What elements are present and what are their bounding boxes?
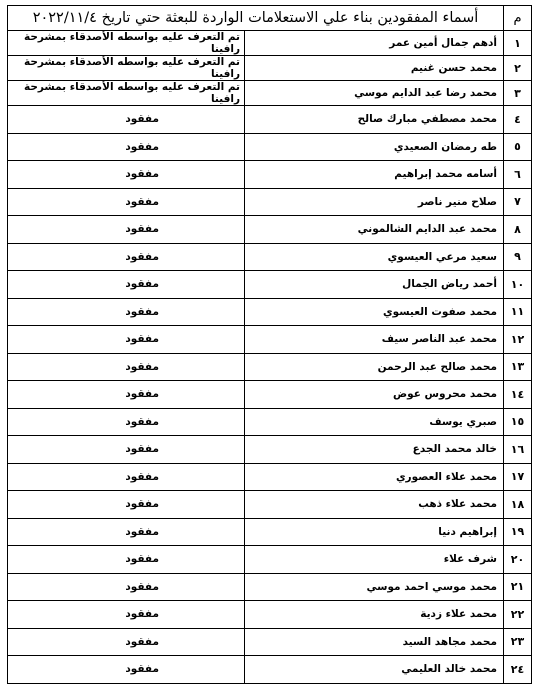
person-name: محمد صفوت العيسوي	[245, 298, 504, 326]
row-number: ١١	[504, 298, 532, 326]
person-name: محمد رضا عبد الدايم موسي	[245, 81, 504, 106]
person-name: محمد علاء زدية	[245, 601, 504, 629]
row-number: ٢	[504, 56, 532, 81]
table-row	[8, 408, 532, 436]
table-row	[8, 463, 532, 491]
row-number: ٨	[504, 216, 532, 244]
row-number: ٥	[504, 133, 532, 161]
table-body	[8, 31, 532, 684]
person-name: محمد عبد الدايم الشالموني	[245, 216, 504, 244]
table-row	[8, 326, 532, 354]
table-row	[8, 56, 532, 81]
row-number: ١٢	[504, 326, 532, 354]
person-name: أحمد رياض الجمال	[245, 271, 504, 299]
person-status: مفقود	[8, 216, 245, 244]
person-status: تم التعرف عليه بواسطه الأصدقاء بمشرحة رافينا	[8, 81, 245, 106]
person-name: محمد حسن غنيم	[245, 56, 504, 81]
row-number: ١٨	[504, 491, 532, 519]
table-row	[8, 601, 532, 629]
person-status: مفقود	[8, 518, 245, 546]
page-title: أسماء المفقودين بناء علي الاستعلامات الواردة للبعثة حتي تاريخ ٢٠٢٢/١١/٤	[8, 6, 504, 31]
table-row	[8, 656, 532, 684]
table-row	[8, 518, 532, 546]
table-row	[8, 31, 532, 56]
missing-persons-table	[7, 5, 532, 684]
row-number: ٣	[504, 81, 532, 106]
person-name: أدهم جمال أمين عمر	[245, 31, 504, 56]
row-number: ١٥	[504, 408, 532, 436]
row-number: ٤	[504, 106, 532, 134]
missing-persons-sheet	[7, 5, 531, 684]
row-number: ٢١	[504, 573, 532, 601]
table-row	[8, 573, 532, 601]
person-status: مفقود	[8, 436, 245, 464]
person-status: مفقود	[8, 573, 245, 601]
person-status: مفقود	[8, 133, 245, 161]
person-name: سعيد مرعي العيسوي	[245, 243, 504, 271]
table-row	[8, 298, 532, 326]
table-row	[8, 161, 532, 189]
row-number: ١٦	[504, 436, 532, 464]
person-name: خالد محمد الجدع	[245, 436, 504, 464]
person-status: مفقود	[8, 628, 245, 656]
person-status: مفقود	[8, 463, 245, 491]
row-number: ٢٤	[504, 656, 532, 684]
row-number: ١	[504, 31, 532, 56]
person-name: صبري يوسف	[245, 408, 504, 436]
row-number: ١٤	[504, 381, 532, 409]
person-name: محمد خالد العليمي	[245, 656, 504, 684]
person-status: مفقود	[8, 271, 245, 299]
person-status: مفقود	[8, 188, 245, 216]
person-name: أسامه محمد إبراهيم	[245, 161, 504, 189]
person-status: مفقود	[8, 353, 245, 381]
table-row	[8, 491, 532, 519]
person-status: مفقود	[8, 243, 245, 271]
table-header-row	[8, 6, 532, 31]
row-number: ٦	[504, 161, 532, 189]
table-row	[8, 271, 532, 299]
person-name: محمد علاء العصوري	[245, 463, 504, 491]
row-number: ١٩	[504, 518, 532, 546]
header-num: م	[504, 6, 532, 31]
person-name: صلاح منير ناصر	[245, 188, 504, 216]
table-row	[8, 216, 532, 244]
table-row	[8, 546, 532, 574]
row-number: ٢٢	[504, 601, 532, 629]
table-row	[8, 243, 532, 271]
table-row	[8, 133, 532, 161]
person-status: مفقود	[8, 298, 245, 326]
table-row	[8, 81, 532, 106]
person-status: مفقود	[8, 491, 245, 519]
row-number: ١٣	[504, 353, 532, 381]
table-row	[8, 188, 532, 216]
row-number: ١٠	[504, 271, 532, 299]
person-name: محمد محروس عوض	[245, 381, 504, 409]
person-status: مفقود	[8, 408, 245, 436]
table-row	[8, 353, 532, 381]
person-status: مفقود	[8, 546, 245, 574]
table-row	[8, 628, 532, 656]
person-status: مفقود	[8, 601, 245, 629]
person-name: شرف علاء	[245, 546, 504, 574]
person-status: مفقود	[8, 381, 245, 409]
person-name: محمد عبد الناصر سيف	[245, 326, 504, 354]
person-name: محمد صالح عبد الرحمن	[245, 353, 504, 381]
table-row	[8, 436, 532, 464]
person-name: محمد علاء ذهب	[245, 491, 504, 519]
person-status: تم التعرف عليه بواسطه الأصدقاء بمشرحة رافينا	[8, 56, 245, 81]
person-name: محمد مصطفي مبارك صالح	[245, 106, 504, 134]
table-row	[8, 106, 532, 134]
row-number: ٧	[504, 188, 532, 216]
person-status: مفقود	[8, 326, 245, 354]
person-status: تم التعرف عليه بواسطه الأصدقاء بمشرحة رافينا	[8, 31, 245, 56]
row-number: ٢٠	[504, 546, 532, 574]
row-number: ٢٣	[504, 628, 532, 656]
row-number: ٩	[504, 243, 532, 271]
row-number: ١٧	[504, 463, 532, 491]
person-name: طه رمضان الصعيدي	[245, 133, 504, 161]
person-status: مفقود	[8, 106, 245, 134]
person-status: مفقود	[8, 656, 245, 684]
person-name: محمد مجاهد السيد	[245, 628, 504, 656]
person-status: مفقود	[8, 161, 245, 189]
person-name: إبراهيم دنيا	[245, 518, 504, 546]
table-row	[8, 381, 532, 409]
person-name: محمد موسي احمد موسي	[245, 573, 504, 601]
